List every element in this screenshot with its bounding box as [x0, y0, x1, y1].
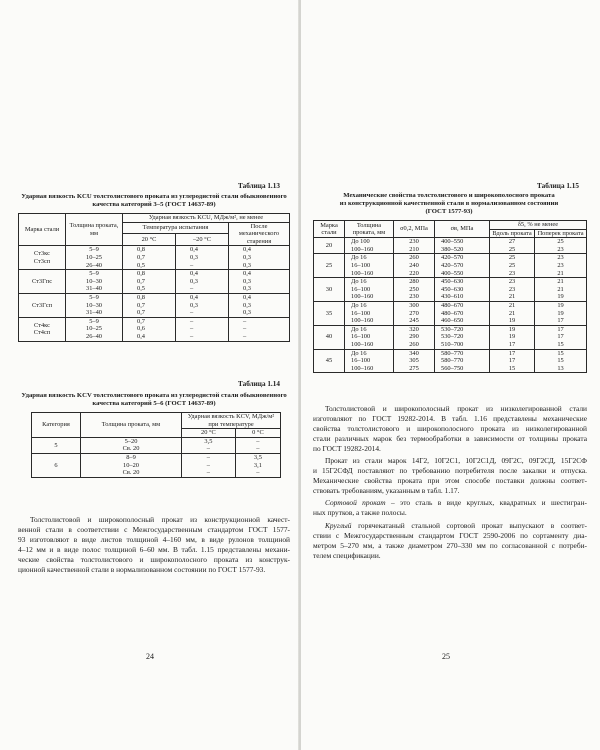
cell-grade: Ст3Гсп	[19, 293, 66, 317]
column-header-grade: Марка стали	[19, 214, 66, 246]
table-14-caption: Ударная вязкость KCV толстолистового проката из углеродистой стали обыкновенного качества категорий 5–6 (ГОСТ 14637-89)	[21, 392, 287, 407]
cell-kcu-minus20: – – –	[176, 317, 229, 341]
column-header-impact: Ударная вязкость KCV, МДж/м² при температуре	[182, 413, 281, 429]
cell-grade: Ст3кс Ст3сп	[19, 246, 66, 270]
cell-grade: 35	[314, 301, 345, 325]
term-sortovoy: Сортовой прокат	[325, 498, 386, 507]
table-13	[18, 213, 290, 342]
cell-elong-across: 21 21 19	[535, 278, 587, 302]
cell-elong-along: 17 17 15	[490, 349, 535, 373]
table-15-caption: Механические свойства толстолистового и широкополосного проката из конструкционной качественной стали в нормализованном состоянии (ГОСТ 1577-93)	[339, 192, 559, 215]
column-header-across: Поперек проката	[535, 229, 587, 238]
column-header-grade: Марка стали	[314, 221, 345, 238]
cell-kcu-minus20: 0,4 0,3 –	[176, 293, 229, 317]
column-header-thickness: Толщина проката, мм	[345, 221, 394, 238]
cell-thickness: 8–9 10–20 Св. 20	[81, 453, 182, 477]
cell-yield: 260 240 220	[394, 254, 435, 278]
left-page	[0, 0, 299, 750]
cell-thickness: До 16 16–100 100–160	[345, 254, 394, 278]
column-header-tensile-strength: σв, МПа	[435, 221, 490, 238]
cell-tensile: 530–720 530–720 510–700	[435, 325, 490, 349]
cell-thickness: До 16 16–100 100–160	[345, 349, 394, 373]
column-header-20c: 20 °С	[123, 234, 176, 246]
cell-yield: 280 250 230	[394, 278, 435, 302]
cell-category: 6	[32, 453, 81, 477]
cell-elong-across: 15 15 13	[535, 349, 587, 373]
right-page	[301, 0, 600, 750]
cell-kcu-aged: 0,4 0,3 0,3	[229, 246, 290, 270]
cell-tensile: 400–550 380–520	[435, 238, 490, 254]
cell-kcu-aged: 0,4 0,3 0,3	[229, 293, 290, 317]
term-krugly: Круглый	[325, 521, 352, 530]
cell-elong-across: 17 17 15	[535, 325, 587, 349]
cell-kcv-20: 3,5 –	[182, 437, 236, 453]
column-header-category: Категория	[32, 413, 81, 438]
table-row	[32, 453, 281, 477]
table-row	[314, 254, 587, 278]
table-14-number: Таблица 1.14	[238, 380, 280, 388]
table-row	[314, 325, 587, 349]
column-header-impact: Ударная вязкость KCU, МДж/м², не менее	[123, 214, 290, 223]
table-header-row	[19, 214, 290, 223]
cell-elong-along: 27 25	[490, 238, 535, 254]
page-number-right: 25	[442, 652, 450, 661]
table-13-number: Таблица 1.13	[238, 182, 280, 190]
cell-yield: 340 305 275	[394, 349, 435, 373]
left-paragraph: Толстолистовой и широкополосный прокат из конструкционной качест- венной стали в соответствии с Межгосударственным стандартом ГОСТ 1577- 93 изготовляют в виде листов толщиной 4–160 мм, в виде рулонов толщиной 4–12 мм и в виде полос толщиной 6–60 мм. В табл. 1.15 представлены механи- ческие свойства толстолистового и широкополосного проката из конструк- ционной качественной стали в нормализованном состоянии по ГОСТ 1577-93.	[18, 515, 290, 574]
cell-elong-along: 23 23 21	[490, 278, 535, 302]
table-row	[314, 301, 587, 325]
table-header-row	[32, 413, 281, 429]
column-header-thickness: Толщина проката, мм	[66, 214, 123, 246]
cell-kcu-20: 0,8 0,7 0,7	[123, 293, 176, 317]
table-14	[31, 412, 281, 478]
cell-kcu-20: 0,8 0,7 0,5	[123, 246, 176, 270]
cell-elong-along: 25 25 23	[490, 254, 535, 278]
cell-tensile: 580–770 580–770 560–750	[435, 349, 490, 373]
cell-grade: 30	[314, 278, 345, 302]
column-header-test-temperature: Температура испытания	[123, 222, 229, 234]
cell-grade: Ст3Гпс	[19, 270, 66, 294]
cell-grade: 40	[314, 325, 345, 349]
cell-grade: 20	[314, 238, 345, 254]
right-paragraph-1: Толстолистовой и широкополосный прокат из низколегированной стали изготовляют по ГОСТ 19282-2014. В табл. 1.16 представлены механические свойства толстолистового и широкополосного проката из низколегированной стали различных марок без термообработки в зависимости от толщины проката по ГОСТ 19282-2014.	[313, 404, 587, 453]
table-15	[313, 220, 587, 373]
cell-grade: 25	[314, 254, 345, 278]
column-header-elongation: δ5, % не менее	[490, 221, 587, 230]
cell-thickness: До 100 100–160	[345, 238, 394, 254]
table-row	[19, 246, 290, 270]
table-13-caption: Ударная вязкость KCU толстолистового проката из углеродистой стали обыкновенного качества категорий 3–5 (ГОСТ 14637-89)	[21, 193, 287, 208]
cell-kcu-aged: 0,4 0,3 0,3	[229, 270, 290, 294]
cell-category: 5	[32, 437, 81, 453]
cell-thickness: 5–9 10–25 26–40	[66, 246, 123, 270]
table-row	[19, 270, 290, 294]
cell-thickness: До 16 16–100 100–160	[345, 278, 394, 302]
right-paragraph-2: Прокат из стали марок 14Г2, 10Г2С1, 10Г2С1Д, 09Г2С, 09Г2СД, 15Г2СФ и 15Г2СФД поставляют по требованию потребителя после закалки и отпуска. Механические свойства проката при этом способе поставки должны соответ- ствовать требованиям, указанным в табл. 1.17.	[313, 456, 587, 495]
cell-tensile: 420–570 420–570 400–550	[435, 254, 490, 278]
cell-tensile: 450–630 450–630 430–610	[435, 278, 490, 302]
page-number-left: 24	[146, 652, 154, 661]
column-header-along: Вдоль проката	[490, 229, 535, 238]
table-row	[32, 437, 281, 453]
cell-thickness: 5–20 Св. 20	[81, 437, 182, 453]
cell-kcv-0: – –	[235, 437, 280, 453]
cell-kcu-20: 0,7 0,6 0,4	[123, 317, 176, 341]
cell-elong-across: 25 23	[535, 238, 587, 254]
cell-elong-across: 23 23 21	[535, 254, 587, 278]
cell-yield: 320 290 260	[394, 325, 435, 349]
column-header-yield-strength: σ0,2, МПа	[394, 221, 435, 238]
cell-kcu-aged: – – –	[229, 317, 290, 341]
cell-kcv-20: – – –	[182, 453, 236, 477]
cell-thickness: До 16 16–100 100–160	[345, 301, 394, 325]
column-header-0c: 0 °С	[235, 429, 280, 438]
cell-thickness: До 16 16–100 100–160	[345, 325, 394, 349]
cell-kcu-20: 0,8 0,7 0,5	[123, 270, 176, 294]
cell-thickness: 5–9 10–30 31–40	[66, 293, 123, 317]
cell-grade: Ст4кс Ст4сп	[19, 317, 66, 341]
column-header-minus20c: –20 °С	[176, 234, 229, 246]
cell-elong-along: 19 19 17	[490, 325, 535, 349]
column-header-after-aging: После механического старения	[229, 222, 290, 246]
cell-grade: 45	[314, 349, 345, 373]
table-15-number: Таблица 1.15	[537, 182, 579, 190]
cell-kcu-minus20: 0,4 0,3 –	[176, 246, 229, 270]
cell-kcu-minus20: 0,4 0,3 –	[176, 270, 229, 294]
cell-yield: 300 270 245	[394, 301, 435, 325]
table-header-row	[314, 221, 587, 230]
table-row	[314, 278, 587, 302]
table-row	[314, 238, 587, 254]
cell-elong-along: 21 21 19	[490, 301, 535, 325]
right-paragraph-3: Сортовой прокат – это сталь в виде круглых, квадратных и шестигран- ных прутков, а также полосы.	[313, 498, 587, 517]
table-row	[314, 349, 587, 373]
table-row	[19, 317, 290, 341]
cell-thickness: 5–9 10–25 26–40	[66, 317, 123, 341]
column-header-20c: 20 °С	[182, 429, 236, 438]
cell-tensile: 480–670 480–670 460–650	[435, 301, 490, 325]
column-header-thickness: Толщина проката, мм	[81, 413, 182, 438]
cell-kcv-0: 3,5 3,1 –	[235, 453, 280, 477]
cell-thickness: 5–9 10–30 31–40	[66, 270, 123, 294]
cell-elong-across: 19 19 17	[535, 301, 587, 325]
right-paragraph-4: Круглый горячекатаный стальной сортовой прокат выпускают в соответ- ствии с Межгосударственным стандартом ГОСТ 2590-2006 по сортаменту диа- метром 5–270 мм, а также диаметром 270–330 мм по согласованной с потреби- телем спецификации.	[313, 521, 587, 560]
cell-yield: 230 210	[394, 238, 435, 254]
table-row	[19, 293, 290, 317]
